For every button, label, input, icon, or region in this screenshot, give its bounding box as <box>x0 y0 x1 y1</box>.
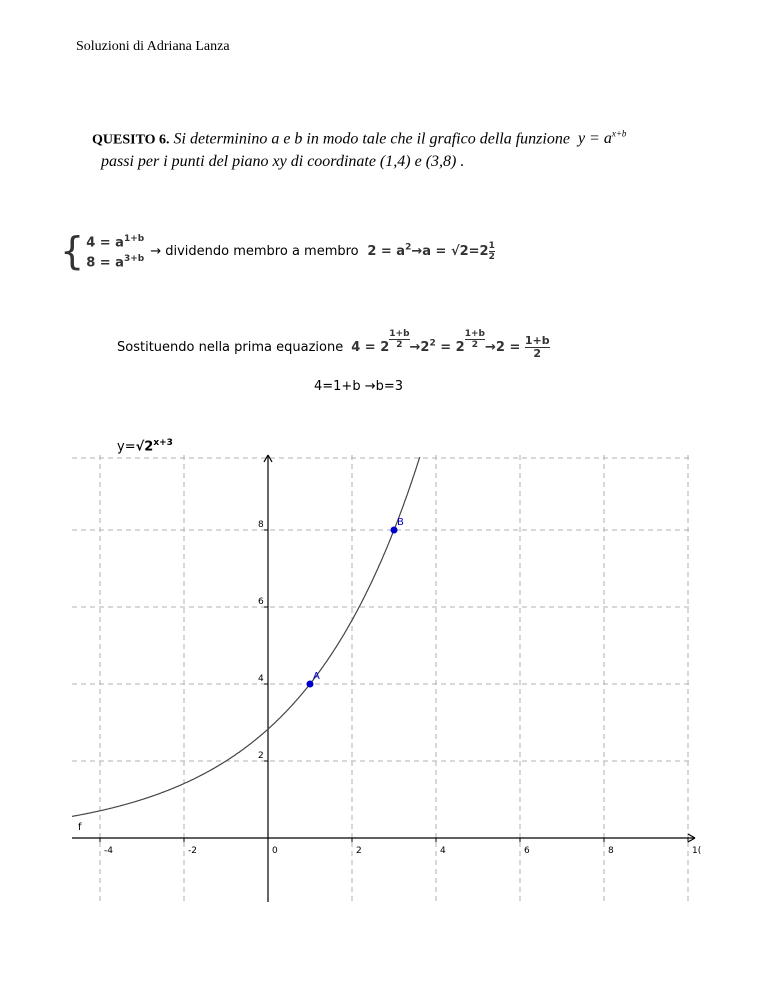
division-step-math: $2 = a^2\to a = √2=2$ $\frac{1}{2}$ <box>367 240 495 262</box>
system-brace: { <box>60 229 85 274</box>
x-tick-label: 2 <box>356 846 362 856</box>
substitution-math: 4 = 2 $\frac{1+b}{2}$ $\to 2^2 = 2$ $\frac{1+b}{2}$ →2 = $\frac{1+b}{2}$ <box>351 329 550 360</box>
y-tick-label: 2 <box>258 751 264 761</box>
problem-text-line1: Si determinino a e b in modo tale che il grafico della funzione <box>173 130 570 148</box>
y-tick-label: 4 <box>258 674 264 684</box>
y-tick-label: 6 <box>258 597 264 607</box>
substitution-text: Sostituendo nella prima equazione <box>117 340 344 355</box>
x-tick-label: 8 <box>608 846 614 856</box>
x-tick-label: 4 <box>440 846 446 856</box>
formula-base: y = a <box>577 130 612 148</box>
function-curve <box>72 457 420 816</box>
problem-text-line2: passi per i punti del piano xy di coordinate (1,4) e (3,8) . <box>101 153 465 171</box>
curve-label: f <box>78 822 82 833</box>
y-tick-label: 8 <box>258 520 264 530</box>
x-tick-label: -2 <box>188 846 197 856</box>
problem-label: QUESITO 6. <box>92 132 170 148</box>
x-tick-label: -4 <box>104 846 113 856</box>
page-header: Soluzioni di Adriana Lanza <box>76 39 230 54</box>
x-tick-label: 1( <box>692 846 702 856</box>
x-tick-label: 0 <box>272 846 278 856</box>
exponent-fraction: $\frac{1}{2}$ <box>488 240 495 262</box>
system-equation-2: $8 = a^{3+b}$ <box>86 254 145 271</box>
division-step-text: → dividendo membro a membro <box>150 243 359 259</box>
x-tick-label: 6 <box>524 846 530 856</box>
point-label: A <box>313 671 320 682</box>
result-line: 4=1+b →b=3 <box>314 379 404 394</box>
function-label: $y=√2^{x+3}$ <box>117 438 173 455</box>
formula-exponent: x+b <box>611 129 627 139</box>
system-equation-1: $4 = a^{1+b}$ <box>86 234 145 251</box>
point-label: B <box>397 517 404 528</box>
